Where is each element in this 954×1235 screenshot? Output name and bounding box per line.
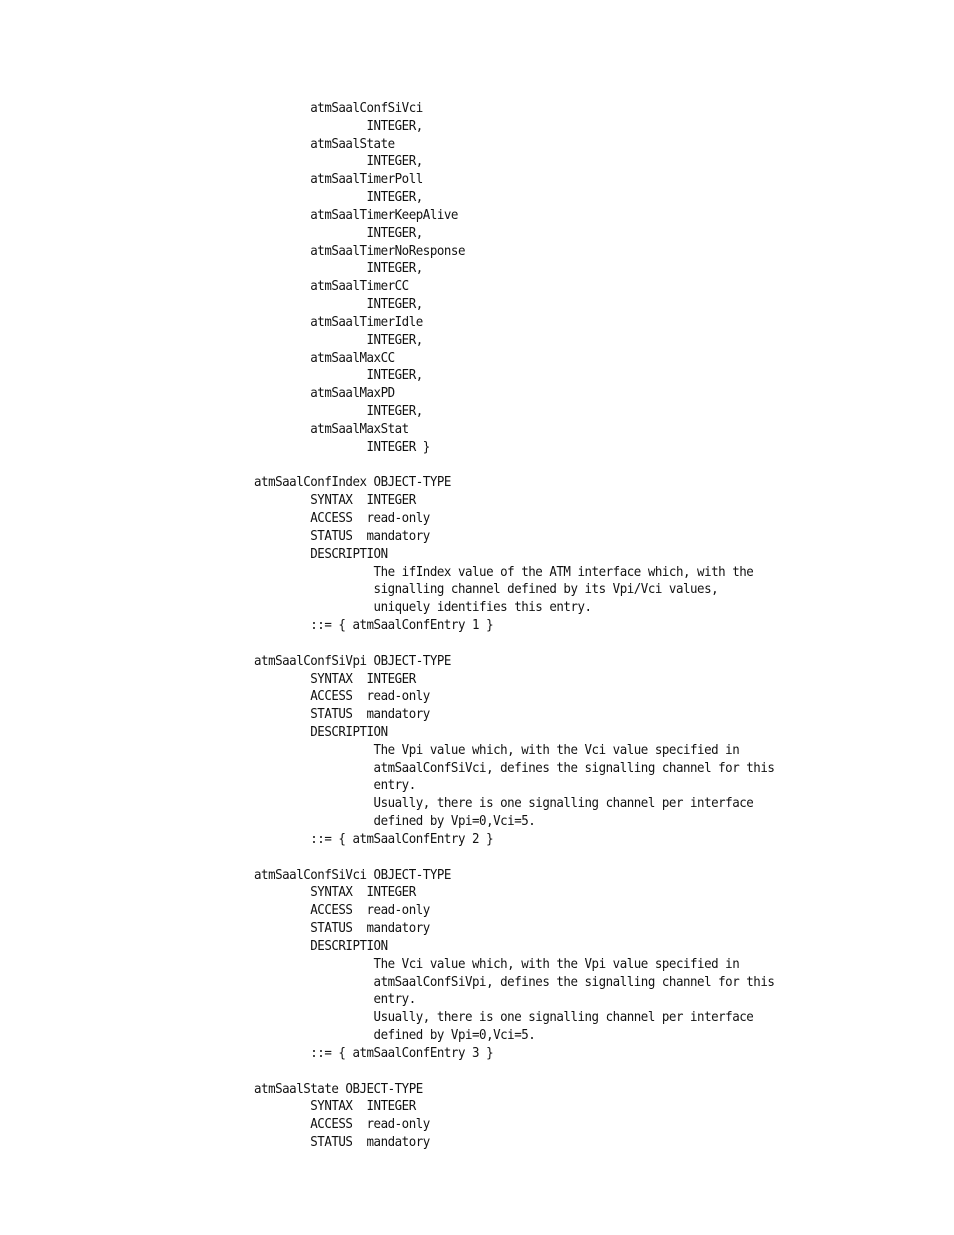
text-line: SYNTAX INTEGER (254, 1099, 416, 1115)
text-line: ACCESS read-only (254, 903, 430, 919)
text-line: ::= { atmSaalConfEntry 2 } (254, 831, 494, 847)
text-line: atmSaalConfSiVci (254, 101, 423, 116)
text-line: atmSaalTimerNoResponse (254, 243, 465, 259)
text-line: Usually, there is one signalling channel per interface (254, 796, 754, 812)
text-line: atmSaalTimerPoll (254, 172, 423, 188)
text-line: ACCESS read-only (254, 689, 430, 705)
text-line: SYNTAX INTEGER (254, 885, 416, 901)
text-line: INTEGER, (254, 154, 423, 170)
text-line: ::= { atmSaalConfEntry 3 } (254, 1045, 494, 1061)
text-line: INTEGER, (254, 118, 423, 134)
text-line: SYNTAX INTEGER (254, 671, 416, 687)
text-line: INTEGER, (254, 332, 423, 348)
text-line: atmSaalState OBJECT-TYPE (254, 1081, 423, 1097)
text-line: STATUS mandatory (254, 707, 430, 723)
text-line: ACCESS read-only (254, 511, 430, 527)
text-line: atmSaalTimerIdle (254, 314, 423, 330)
text-line (254, 1063, 886, 1081)
text-line: signalling channel defined by its Vpi/Vci values, (254, 582, 719, 598)
text-line: atmSaalTimerCC (254, 279, 409, 295)
text-line (254, 849, 886, 867)
text-line: atmSaalConfSiVpi, defines the signalling channel for this (254, 974, 775, 990)
text-line: STATUS mandatory (254, 1135, 430, 1151)
text-line: The Vci value which, with the Vpi value specified in (254, 956, 740, 972)
text-line: atmSaalConfSiVci OBJECT-TYPE (254, 867, 451, 883)
text-line: STATUS mandatory (254, 528, 430, 544)
text-line: The ifIndex value of the ATM interface which, with the (254, 564, 754, 580)
text-line: atmSaalConfIndex OBJECT-TYPE (254, 475, 451, 491)
text-line: Usually, there is one signalling channel per interface (254, 1010, 754, 1026)
text-line: DESCRIPTION (254, 938, 388, 954)
text-line: uniquely identifies this entry. (254, 600, 592, 616)
text-line: INTEGER, (254, 404, 423, 420)
text-line: INTEGER, (254, 225, 423, 241)
text-line (254, 635, 886, 653)
text-line: entry. (254, 992, 416, 1008)
text-line: atmSaalConfSiVci, defines the signalling channel for this (254, 760, 775, 776)
text-line: INTEGER, (254, 297, 423, 313)
text-line: defined by Vpi=0,Vci=5. (254, 1028, 536, 1044)
text-line: atmSaalTimerKeepAlive (254, 207, 458, 223)
text-line: atmSaalConfSiVpi OBJECT-TYPE (254, 653, 451, 669)
text-line: atmSaalMaxPD (254, 386, 395, 402)
text-line: atmSaalState (254, 136, 395, 152)
text-line: defined by Vpi=0,Vci=5. (254, 814, 536, 830)
text-line: DESCRIPTION (254, 724, 388, 740)
text-line: atmSaalMaxStat (254, 421, 409, 437)
text-line: SYNTAX INTEGER (254, 493, 416, 509)
text-line: entry. (254, 778, 416, 794)
text-line: INTEGER } (254, 439, 430, 455)
text-line: atmSaalMaxCC (254, 350, 395, 366)
text-line: INTEGER, (254, 368, 423, 384)
text-line: DESCRIPTION (254, 546, 388, 562)
text-line: INTEGER, (254, 261, 423, 277)
text-line: ACCESS read-only (254, 1117, 430, 1133)
text-line: The Vpi value which, with the Vci value specified in (254, 742, 740, 758)
mib-definition-text (254, 100, 934, 1152)
text-line (254, 457, 886, 475)
text-line: STATUS mandatory (254, 921, 430, 937)
text-line: ::= { atmSaalConfEntry 1 } (254, 618, 494, 634)
text-line: INTEGER, (254, 190, 423, 206)
